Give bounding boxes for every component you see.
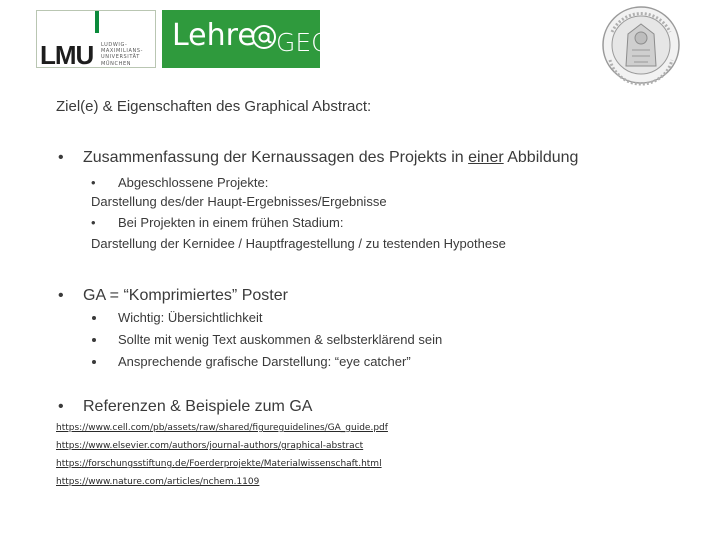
section-bullet: • [58,398,64,415]
title-emphasis: einer [468,149,504,166]
lehre-geo-logo [162,10,331,68]
lmu-line: MAXIMILIANS- [101,48,144,55]
lmu-university-name [101,42,157,67]
list-item: Sollte mit wenig Text auskommen & selbsterklärend sein [118,332,443,347]
sub-item-detail: Darstellung der Kernidee / Hauptfragestellung / zu testenden Hypothese [91,236,506,251]
list-item: Wichtig: Übersichtlichkeit [118,310,263,325]
section-title-references: Referenzen & Beispiele zum GA [83,398,313,415]
section-bullet: • [58,287,64,304]
title-text: Abbildung [503,149,579,166]
page-heading: Ziel(e) & Eigenschaften des Graphical Abstract: [56,98,372,115]
section-title-poster: GA = “Komprimiertes” Poster [83,287,288,304]
title-text: Zusammenfassung der Kernaussagen des Projekts in [83,149,469,166]
at-sign-icon [250,23,278,51]
list-item: Ansprechende grafische Darstellung: “eye catcher” [118,354,411,369]
reference-link[interactable]: https://www.elsevier.com/authors/journal-authors/graphical-abstract [56,441,364,451]
lmu-line: UNIVERSITÄT [101,54,140,61]
lmu-line: MÜNCHEN [101,60,132,67]
sub-bullet: • [91,215,96,230]
lmu-line: LUDWIG- [101,42,128,48]
sub-item-label: Abgeschlossene Projekte: [118,175,269,190]
bullet-dot [92,338,96,342]
sub-item-detail: Darstellung des/der Haupt-Ergebnisses/Ergebnisse [91,194,387,209]
lmu-letters: LMU [40,40,94,70]
geo-logo-text: GEO [276,28,331,57]
lehre-logo-text: Lehre [172,18,256,53]
logo-accent-bar [95,11,99,33]
section-bullet: • [58,149,64,166]
reference-link[interactable]: https://www.nature.com/articles/nchem.1109 [56,477,260,487]
university-seal-icon [592,4,690,86]
lmu-logo [36,10,156,68]
bullet-dot [92,316,96,320]
sub-item-label: Bei Projekten in einem frühen Stadium: [118,215,344,230]
section-title-summary [83,149,578,167]
reference-link[interactable]: https://forschungsstiftung.de/Foerderprojekte/Materialwissenschaft.html [56,459,382,469]
sub-bullet: • [91,175,96,190]
reference-link[interactable]: https://www.cell.com/pb/assets/raw/shared/figureguidelines/GA_guide.pdf [56,423,388,433]
bullet-dot [92,360,96,364]
